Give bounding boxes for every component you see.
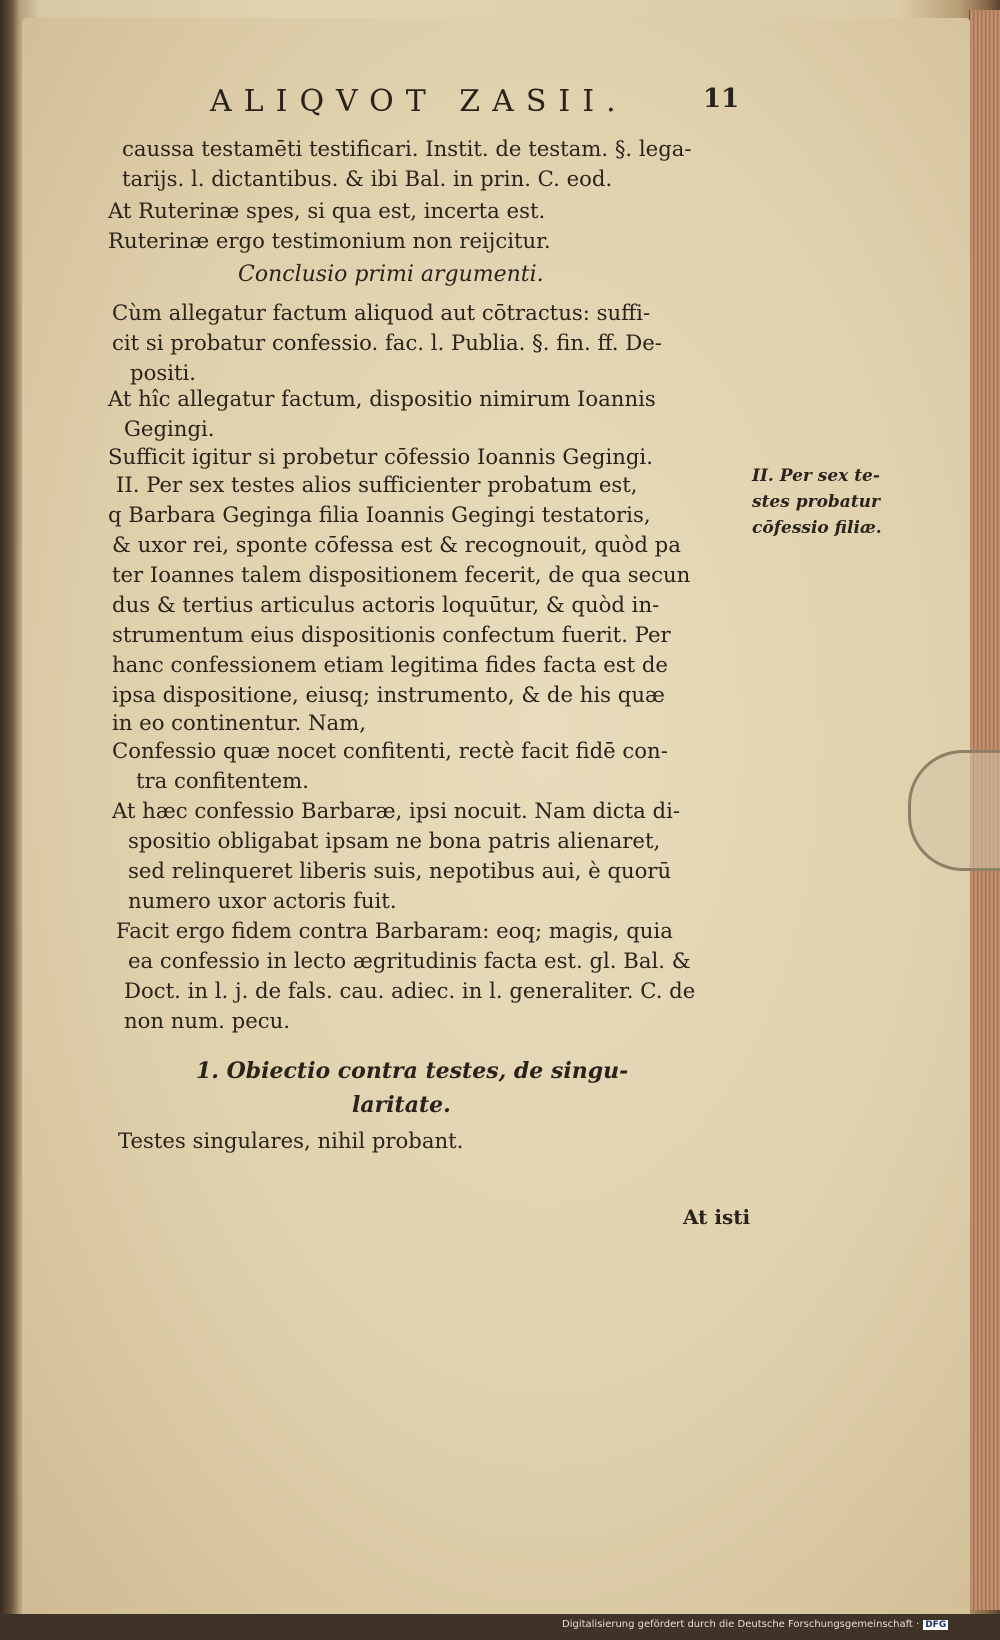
body-line: Doct. in l. j. de fals. cau. adiec. in l. generaliter. C. de bbox=[124, 978, 696, 1003]
body-line: Testes singulares, nihil probant. bbox=[118, 1128, 464, 1153]
body-line: II. Per sex testes alios sufficienter probatum est, bbox=[116, 472, 638, 497]
body-line: hanc confessionem etiam legitima fides facta est de bbox=[112, 652, 668, 677]
catchword: At isti bbox=[683, 1205, 751, 1229]
footer-credit bbox=[562, 1619, 948, 1630]
body-line: & uxor rei, sponte cōfessa est & recognouit, quòd pa bbox=[112, 532, 681, 557]
body-line: ipsa dispositione, eiusq; instrumento, & de his quæ bbox=[112, 682, 665, 707]
page-number: 11 bbox=[703, 84, 740, 114]
body-line: Gegingi. bbox=[124, 416, 215, 441]
body-line: Cùm allegatur factum aliquod aut cōtractus: suffi- bbox=[112, 300, 651, 325]
footer-text: Digitalisierung gefördert durch die Deutsche Forschungsgemeinschaft · bbox=[562, 1619, 920, 1630]
page-clip bbox=[908, 750, 1000, 871]
body-line: Facit ergo fidem contra Barbaram: eoq; magis, quia bbox=[116, 918, 673, 943]
heading-obiectio: 1. Obiectio contra testes, de singu- bbox=[196, 1058, 629, 1084]
body-line: dus & tertius articulus actoris loquūtur, & quòd in- bbox=[112, 592, 660, 617]
body-line: At hæc confessio Barbaræ, ipsi nocuit. Nam dicta di- bbox=[112, 798, 681, 823]
body-line: Ruterinæ ergo testimonium non reijcitur. bbox=[108, 228, 551, 253]
body-line: non num. pecu. bbox=[124, 1008, 290, 1033]
body-line: spositio obligabat ipsam ne bona patris alienaret, bbox=[128, 828, 661, 853]
body-line: caussa testamēti testificari. Instit. de testam. §. lega- bbox=[122, 136, 692, 161]
body-line: tarijs. l. dictantibus. & ibi Bal. in prin. C. eod. bbox=[122, 166, 613, 191]
heading-obiectio-cont: laritate. bbox=[352, 1092, 451, 1118]
body-line: sed relinqueret liberis suis, nepotibus aui, è quorū bbox=[128, 858, 672, 883]
marginal-note-line: stes probatur bbox=[752, 492, 880, 512]
body-line: q Barbara Geginga filia Ioannis Gegingi testatoris, bbox=[108, 502, 651, 527]
body-line: strumentum eius dispositionis confectum fuerit. Per bbox=[112, 622, 671, 647]
body-line: ter Ioannes talem dispositionem fecerit, de qua secun bbox=[112, 562, 691, 587]
running-title: ALIQVOT ZASII. bbox=[210, 84, 628, 119]
body-line: At hîc allegatur factum, dispositio nimirum Ioannis bbox=[108, 386, 656, 411]
body-line: in eo continentur. Nam, bbox=[112, 710, 367, 735]
body-line: cit si probatur confessio. fac. l. Publia. §. fin. ff. De- bbox=[112, 330, 662, 355]
body-line: At Ruterinæ spes, si qua est, incerta est. bbox=[108, 198, 546, 223]
heading-conclusio: Conclusio primi argumenti. bbox=[238, 262, 544, 287]
marginal-note-line: cōfessio filiæ. bbox=[752, 518, 882, 538]
marginal-note-line: II. Per sex te- bbox=[752, 466, 880, 486]
body-line: Sufficit igitur si probetur cōfessio Ioannis Gegingi. bbox=[108, 444, 653, 469]
dfg-logo: DFG bbox=[925, 1620, 947, 1630]
body-line: numero uxor actoris fuit. bbox=[128, 888, 397, 913]
body-line: ea confessio in lecto ægritudinis facta est. gl. Bal. & bbox=[128, 948, 691, 973]
body-line: positi. bbox=[130, 360, 196, 385]
body-line: tra confitentem. bbox=[136, 768, 309, 793]
body-line: Confessio quæ nocet confitenti, rectè facit fidē con- bbox=[112, 738, 668, 763]
